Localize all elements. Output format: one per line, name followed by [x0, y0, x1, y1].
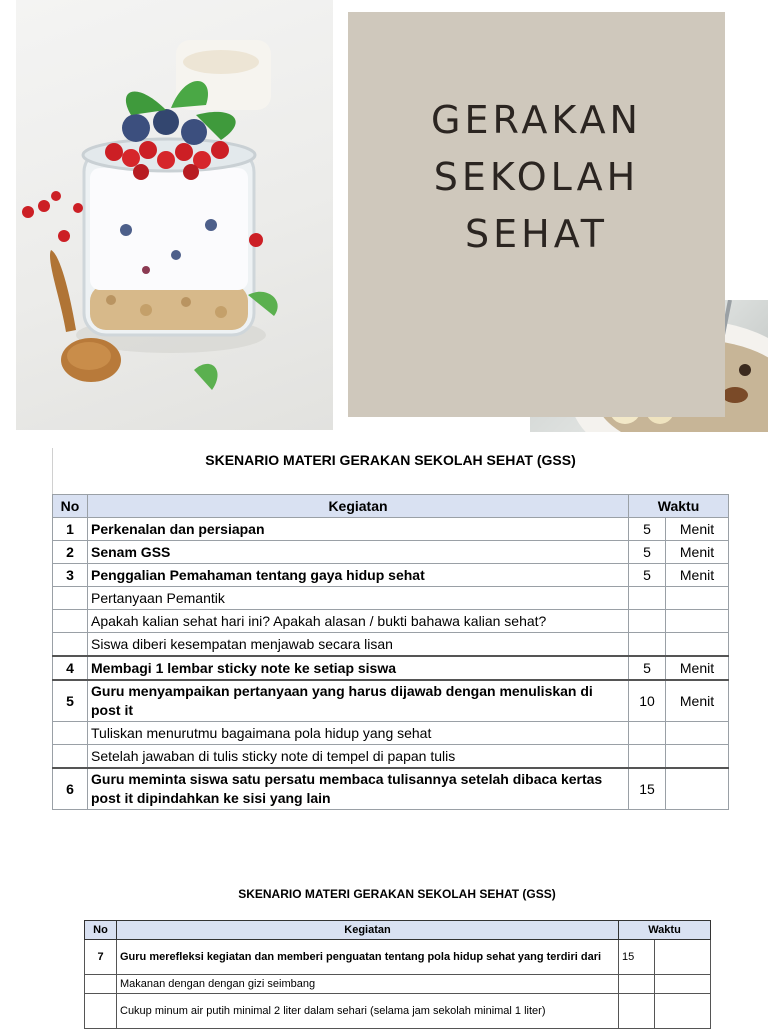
row-no: 2: [53, 541, 88, 564]
page-title: [348, 92, 725, 263]
row-unit: Menit: [666, 656, 729, 680]
table-row: [53, 564, 729, 587]
table-row: [53, 587, 729, 610]
row-unit: Menit: [666, 680, 729, 722]
column-header-activity: Kegiatan: [117, 921, 619, 940]
row-no: 3: [53, 564, 88, 587]
row-unit: Menit: [666, 564, 729, 587]
title-line-1: GERAKAN: [431, 98, 642, 142]
row-activity: Guru meminta siswa satu persatu membaca tulisannya setelah dibaca kertas post it dipindahkan ke sisi yang lain: [88, 768, 629, 810]
row-no: 5: [53, 680, 88, 722]
row-minutes: 15: [629, 768, 666, 810]
sheet-1-heading: SKENARIO MATERI GERAKAN SEKOLAH SEHAT (GSS): [52, 448, 728, 494]
title-line-3: SEHAT: [465, 212, 608, 256]
row-no: [53, 633, 88, 657]
title-line-2: SEKOLAH: [433, 155, 640, 199]
schedule-sheet-2: [84, 882, 710, 1029]
row-activity: Senam GSS: [88, 541, 629, 564]
sheet-2-heading: SKENARIO MATERI GERAKAN SEKOLAH SEHAT (GSS): [238, 887, 556, 901]
row-activity: Perkenalan dan persiapan: [88, 518, 629, 541]
row-unit: Menit: [666, 518, 729, 541]
row-unit: Menit: [666, 541, 729, 564]
row-unit: [666, 745, 729, 769]
row-unit: [666, 768, 729, 810]
row-unit: [655, 975, 711, 994]
table-row: [53, 541, 729, 564]
yogurt-parfait-photo: [16, 0, 333, 430]
row-unit: [666, 610, 729, 633]
row-no: 6: [53, 768, 88, 810]
row-activity: Cukup minum air putih minimal 2 liter dalam sehari (selama jam sekolah minimal 1 liter): [117, 994, 619, 1029]
row-activity: Penggalian Pemahaman tentang gaya hidup sehat: [88, 564, 629, 587]
row-no: [53, 610, 88, 633]
row-activity: Pertanyaan Pemantik: [88, 587, 629, 610]
row-minutes: 5: [629, 564, 666, 587]
row-unit: [666, 722, 729, 745]
table-row: [53, 722, 729, 745]
schedule-table-1: [52, 494, 729, 810]
row-minutes: 5: [629, 656, 666, 680]
table-row: [85, 994, 711, 1029]
table-row: [53, 633, 729, 657]
row-minutes: 5: [629, 541, 666, 564]
schedule-sheet-1: [52, 448, 728, 810]
row-minutes: [629, 633, 666, 657]
row-minutes: [619, 994, 655, 1029]
row-no: [53, 722, 88, 745]
row-activity: Membagi 1 lembar sticky note ke setiap siswa: [88, 656, 629, 680]
row-minutes: 15: [619, 940, 655, 975]
table-row: [53, 656, 729, 680]
title-panel: [348, 12, 725, 417]
column-header-time: Waktu: [629, 495, 729, 518]
table-row: [53, 610, 729, 633]
column-header-no: No: [53, 495, 88, 518]
row-minutes: 5: [629, 518, 666, 541]
column-header-no: No: [85, 921, 117, 940]
row-activity: Tuliskan menurutmu bagaimana pola hidup yang sehat: [88, 722, 629, 745]
row-no: [53, 745, 88, 769]
row-activity: Setelah jawaban di tulis sticky note di tempel di papan tulis: [88, 745, 629, 769]
row-no: [53, 587, 88, 610]
row-unit: [666, 587, 729, 610]
table-row: [85, 975, 711, 994]
row-minutes: 10: [629, 680, 666, 722]
table-row: [85, 940, 711, 975]
row-activity: Guru menyampaikan pertanyaan yang harus dijawab dengan menuliskan di post it: [88, 680, 629, 722]
row-activity: Makanan dengan dengan gizi seimbang: [117, 975, 619, 994]
row-minutes: [619, 975, 655, 994]
yogurt-parfait-illustration: [16, 0, 333, 430]
row-minutes: [629, 610, 666, 633]
row-unit: [655, 940, 711, 975]
row-no: 4: [53, 656, 88, 680]
row-minutes: [629, 745, 666, 769]
row-minutes: [629, 722, 666, 745]
table-header-row: [53, 495, 729, 518]
table-header-row: [85, 921, 711, 940]
table-row: [53, 745, 729, 769]
schedule-table-2: [84, 920, 711, 1029]
row-unit: [666, 633, 729, 657]
row-unit: [655, 994, 711, 1029]
row-no: 7: [85, 940, 117, 975]
table-row: [53, 518, 729, 541]
row-no: 1: [53, 518, 88, 541]
table-row: [53, 680, 729, 722]
row-activity: Guru merefleksi kegiatan dan memberi penguatan tentang pola hidup sehat yang terdiri dari: [117, 940, 619, 975]
row-no: [85, 994, 117, 1029]
row-activity: Siswa diberi kesempatan menjawab secara lisan: [88, 633, 629, 657]
column-header-activity: Kegiatan: [88, 495, 629, 518]
row-minutes: [629, 587, 666, 610]
row-activity: Apakah kalian sehat hari ini? Apakah alasan / bukti bahawa kalian sehat?: [88, 610, 629, 633]
row-no: [85, 975, 117, 994]
table-row: [53, 768, 729, 810]
column-header-time: Waktu: [619, 921, 711, 940]
